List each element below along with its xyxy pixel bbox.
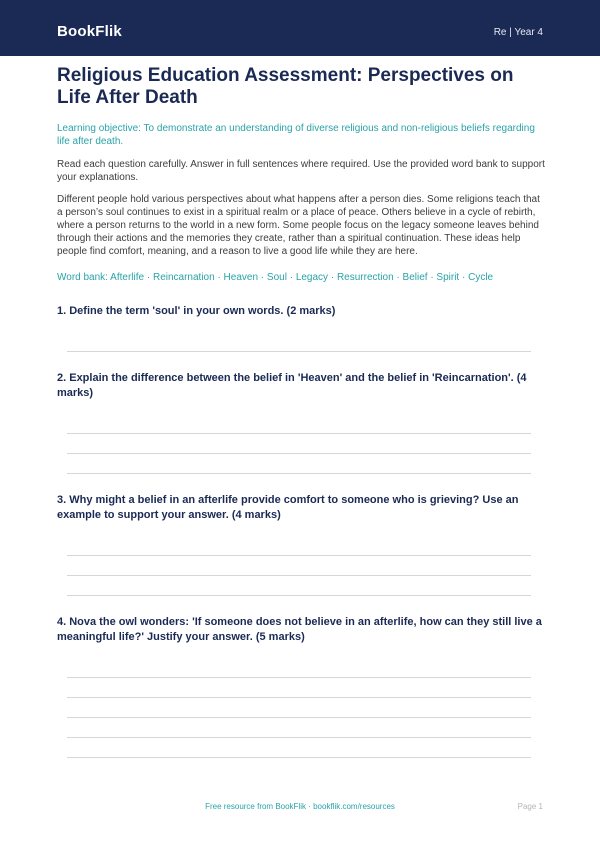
answer-line[interactable] [67,433,531,434]
answer-line[interactable] [67,595,531,596]
answer-line[interactable] [67,473,531,474]
answer-line[interactable] [67,717,531,718]
page-number: Page 1 [517,802,543,811]
answer-line[interactable] [67,351,531,352]
answer-line[interactable] [67,575,531,576]
answer-line[interactable] [67,757,531,758]
answer-line[interactable] [67,453,531,454]
answer-line[interactable] [67,677,531,678]
reading-passage: Different people hold various perspectives about what happens after a person dies. Some religions teach that a person’s soul continues to exist in a spiritual realm or a place of peace. Others believe in a cycle of rebirth, where a person returns to the world in a new form. Some people focus on the legacy someone leaves behind through their actions and the memories they create, rather than a spiritual continuation. These ideas help people find comfort, meaning, and a reason to live a good life while they are here. [57,194,540,257]
question-1: 1. Define the term 'soul' in your own words. (2 marks) [57,305,336,317]
question-3: 3. Why might a belief in an afterlife provide comfort to someone who is grieving? Use an example to support your answer. (4 marks) [57,494,519,521]
learning-objective: Learning objective: To demonstrate an understanding of diverse religious and non-religious beliefs regarding life after death. [57,123,535,147]
brand-logo-text: BookFlik [57,23,122,40]
subject-year-label: Re | Year 4 [493,27,543,38]
answer-line[interactable] [67,697,531,698]
answer-line[interactable] [67,737,531,738]
page-title: Religious Education Assessment: Perspectives on Life After Death [57,65,514,108]
answer-line[interactable] [67,555,531,556]
page-header [0,0,600,56]
instructions-text: Read each question carefully. Answer in full sentences where required. Use the provided word bank to support your explanations. [57,159,545,183]
footer-credit[interactable]: Free resource from BookFlik · bookflik.com/resources [205,802,395,811]
question-2: 2. Explain the difference between the belief in 'Heaven' and the belief in 'Reincarnation'. (4 marks) [57,372,527,399]
question-4: 4. Nova the owl wonders: 'If someone does not believe in an afterlife, how can they still live a meaningful life?' Justify your answer. (5 marks) [57,616,542,643]
word-bank: Word bank: Afterlife · Reincarnation · Heaven · Soul · Legacy · Resurrection · Belief · Spirit · Cycle [57,272,494,283]
